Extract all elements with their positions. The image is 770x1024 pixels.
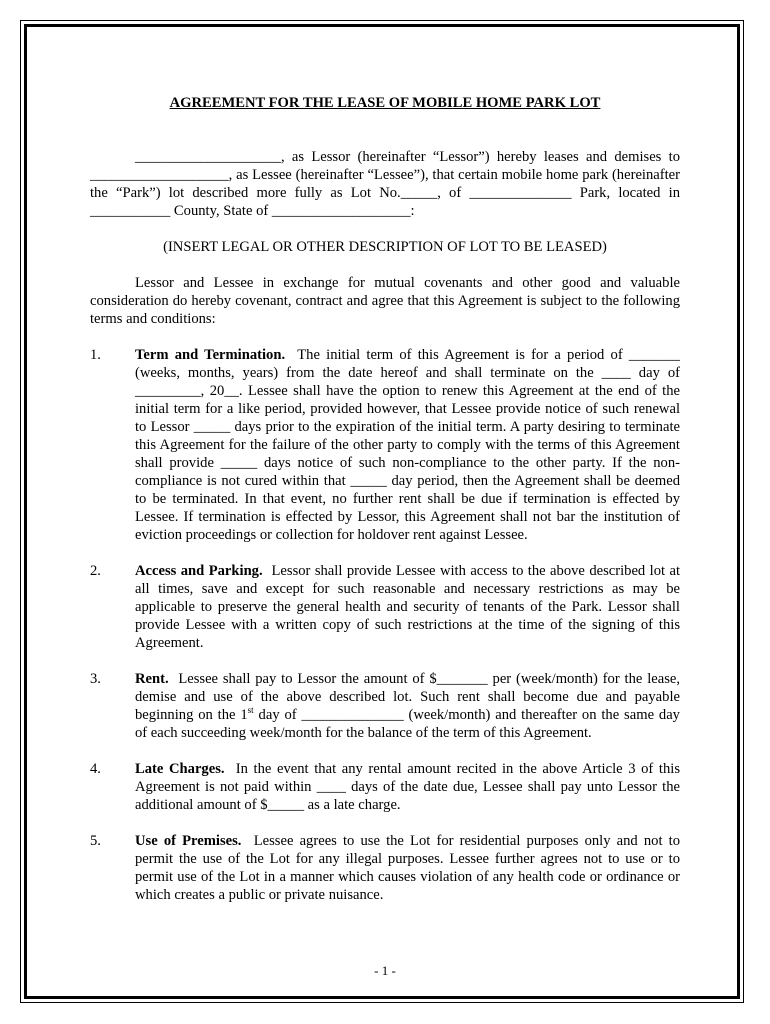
document-body [90,94,680,922]
article-number: 1. [90,347,101,363]
article-body [135,562,680,652]
article-text-continued: day of ______________ (week/month) and thereafter on the same day of each succeeding week/month for the balance of the term of this Agreement. [135,707,680,741]
article-text: The initial term of this Agreement is for a period of _______ (weeks, months, years) from the date hereof and shall terminate on the ____ day of _________, 20__. Lessee shall have the option to renew this Agreement at the end of the initial term for a like period, provided however, that Lessee provide notice of such renewal to Lessor _____ days prior to the expiration of the initial term. A party desiring to terminate this Agreement for the failure of the other party to comply with the terms of this Agreement shall provide _____ days notice of such non-compliance to the other party. If the non-compliance is not cured within that _____ day period, then the Agreement shall be deemed to be terminated. In that event, no further rent shall be due if termination is effected by Lessee. If termination is effected by Lessor, this Agreement shall not bar the institution of eviction proceedings or collection for holdover rent against Lessee. [135,347,680,543]
insert-description-note: (INSERT LEGAL OR OTHER DESCRIPTION OF LOT TO BE LEASED) [163,239,607,255]
page-number: - 1 - [374,963,396,978]
article-body [135,760,680,814]
article-heading: Use of Premises. [135,833,242,849]
article-text: Lessee shall pay to Lessor the amount of $_______ per (week/month) for the lease, demise and use of the above described lot. Such rent shall become due and payable beginning on the 1 [135,671,681,723]
article-number: 2. [90,563,101,579]
article-text: In the event that any rental amount recited in the above Article 3 of this Agreement is not paid within ____ days of the date due, Lessee shall pay unto Lessor the additional amount of $_____ as a late charge. [135,761,680,813]
article-heading: Rent. [135,671,169,687]
article-text: Lessee agrees to use the Lot for residential purposes only and not to permit the use of the Lot for any illegal purposes. Lessee further agrees not to use or to permit use of the Lot in a manner which causes violation of any health code or ordinance or which creates a public or private nuisance. [135,833,681,903]
article-number: 4. [90,761,101,777]
article-body [135,346,680,544]
article-body [135,832,680,904]
article-body [135,670,680,742]
article-term-and-termination [90,346,680,544]
article-text: Lessor shall provide Lessee with access to the above described lot at all times, save and except for such reasonable and necessary restrictions as may be applicable to preserve the general health and security of tenants of the Park. Lessor shall provide Lessee with a written copy of such restrictions at the time of the signing of this Agreement. [135,563,681,651]
article-access-and-parking [90,562,680,652]
document-title: AGREEMENT FOR THE LEASE OF MOBILE HOME PARK LOT [169,95,601,111]
article-use-of-premises [90,832,680,904]
intro-paragraph: ____________________, as Lessor (hereinafter “Lessor”) hereby leases and demises to ___________________, as Lessee (hereinafter “Lessee”), that certain mobile home park (hereinafter the “Park”) lot described more fully as Lot No._____, of ______________ Park, located in ___________ County, State of ___________________: [90,149,680,219]
preamble-paragraph: Lessor and Lessee in exchange for mutual covenants and other good and valuable consideration do hereby covenant, contract and agree that this Agreement is subject to the following terms and conditions: [90,275,680,327]
ordinal-suffix: st [247,705,254,716]
article-heading: Term and Termination. [135,347,286,363]
article-late-charges [90,760,680,814]
article-number: 5. [90,833,101,849]
article-heading: Late Charges. [135,761,225,777]
article-heading: Access and Parking. [135,563,263,579]
article-number: 3. [90,671,101,687]
article-rent [90,670,680,742]
